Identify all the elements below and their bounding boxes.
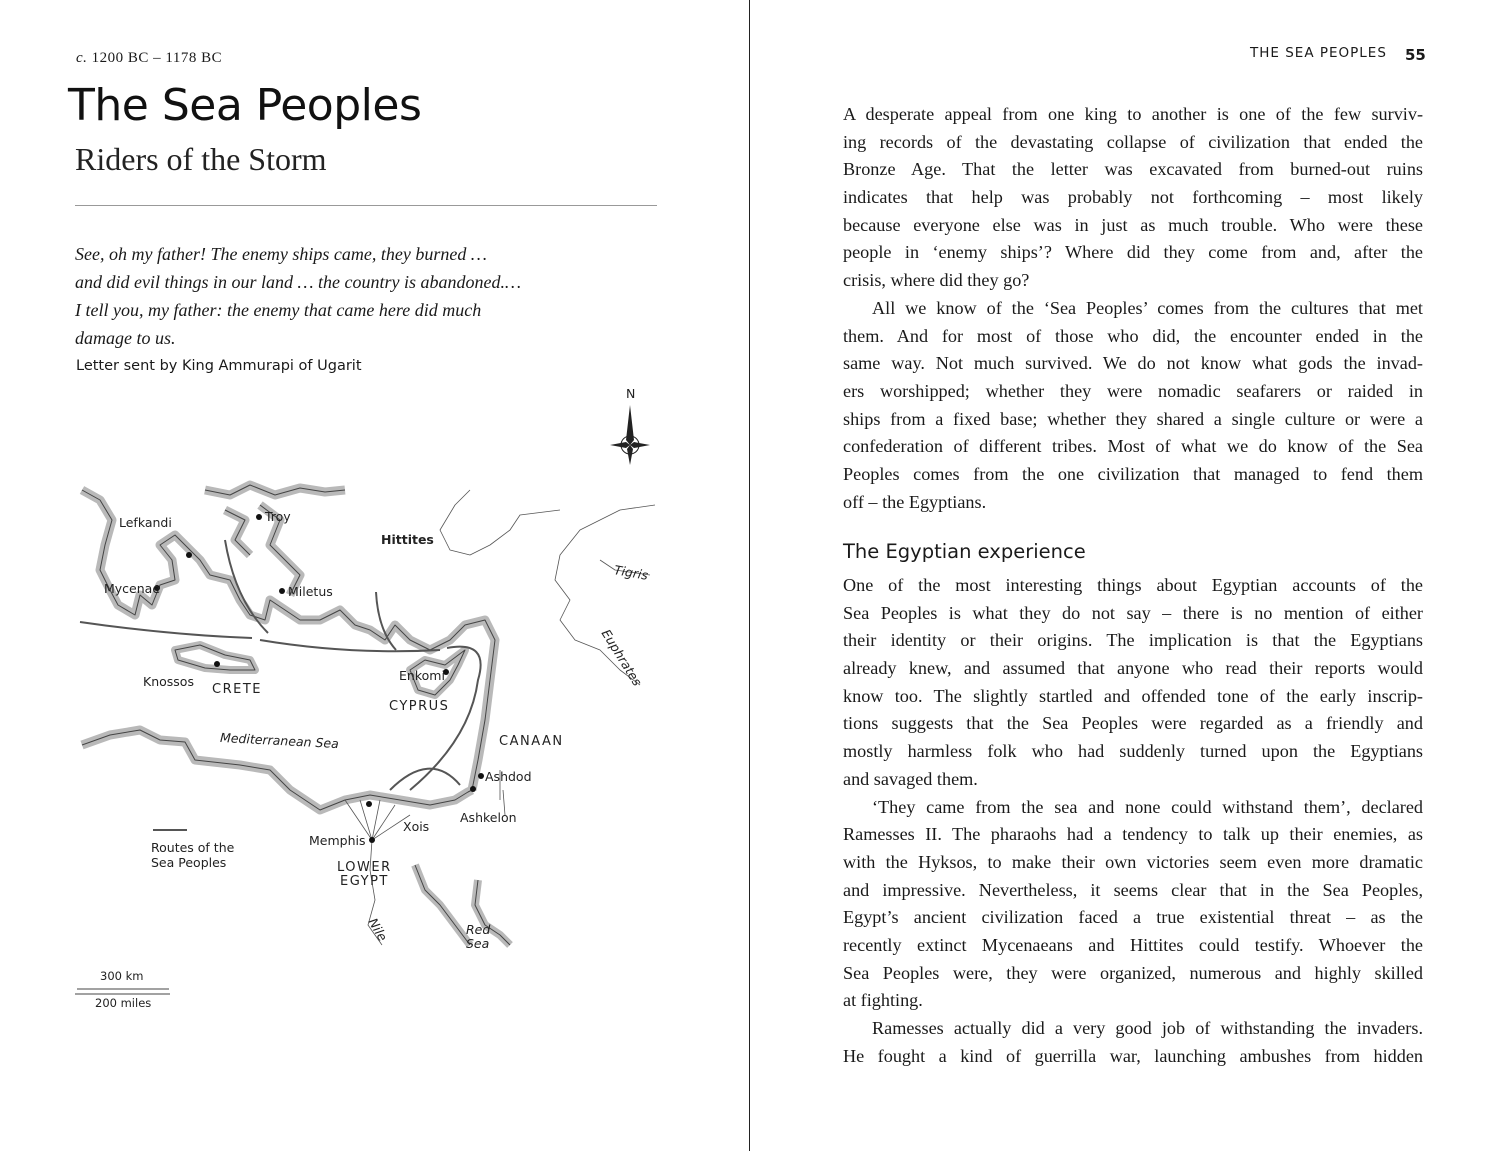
map-label-ashkelon: Ashkelon: [460, 810, 517, 825]
body-text-line: because everyone else was in just as much trouble. Who were these: [843, 214, 1423, 235]
map-label-miletus: Miletus: [288, 584, 333, 599]
scale-miles-label: 200 miles: [95, 996, 152, 1010]
body-text-line: Bronze Age. That the letter was excavated from burned-out ruins: [843, 159, 1423, 180]
epigraph-line: I tell you, my father: the enemy that came here did much: [75, 300, 482, 320]
body-text-line: mostly harmless folk who had suddenly turned upon the Egyptians: [843, 741, 1423, 762]
body-text-line: their identity or their origins. The implication is that the Egyptians: [843, 630, 1423, 651]
body-text-line: Sea Peoples is what they do not say – there is no mention of either: [843, 602, 1423, 623]
compass-north-label: N: [626, 386, 636, 401]
body-text-line: same way. Not much survived. We do not know what gods the invad-: [843, 353, 1423, 374]
route-arrow: [80, 622, 252, 638]
body-text-line: All we know of the ‘Sea Peoples’ comes from the cultures that met: [872, 297, 1423, 318]
running-head: THE SEA PEOPLES: [1250, 45, 1387, 61]
body-text-line: tions suggests that the Sea Peoples were regarded as a friendly and: [843, 713, 1423, 734]
body-text-after: [843, 572, 1423, 1070]
map-label-hittites: Hittites: [381, 532, 434, 547]
map-label-canaan: CANAAN: [499, 734, 564, 749]
map-label-xois: Xois: [403, 819, 430, 834]
body-text-line: Egypt’s ancient civilization faced a true existential threat – as the: [843, 907, 1423, 928]
map-label-crete: CRETE: [212, 682, 262, 697]
map-label-knossos: Knossos: [143, 674, 194, 689]
map-label-mediterranean-sea: Mediterranean Sea: [219, 729, 340, 752]
route-arrow: [390, 769, 460, 790]
body-text-line: crisis, where did they go?: [843, 270, 1030, 291]
epigraph-line: damage to us.: [75, 328, 176, 348]
map-label-egypt: EGYPT: [340, 874, 389, 889]
body-text-before: [843, 101, 1423, 516]
body-text-line: A desperate appeal from one king to another is one of the few surviv-: [843, 104, 1423, 124]
map-label-cyprus: CYPRUS: [389, 699, 450, 714]
body-text-line: with the Hyksos, to make their own victories seem even more dramatic: [843, 851, 1423, 872]
body-text-line: Ramesses actually did a very good job of withstanding the invaders.: [872, 1018, 1423, 1038]
compass-rose-icon: [610, 405, 650, 465]
body-text-line: and savaged them.: [843, 768, 978, 789]
body-text-line: and impressive. Nevertheless, it seems clear that in the Sea Peoples,: [843, 879, 1423, 900]
body-text-line: Ramesses II. The pharaohs had a tendency to talk up their enemies, as: [843, 824, 1423, 845]
body-text-line: know too. The slightly startled and offended tone of the early inscrip-: [843, 685, 1423, 706]
body-text-line: recently extinct Mycenaeans and Hittites could testify. Whoever the: [843, 934, 1423, 955]
body-text-line: One of the most interesting things about Egyptian accounts of the: [843, 575, 1423, 595]
body-text-line: confederation of different tribes. Most of what we do know of the Sea: [843, 436, 1423, 457]
map-label-lower: LOWER: [337, 860, 392, 875]
date-prefix: c.: [76, 50, 88, 66]
map-label-troy: Troy: [265, 509, 291, 524]
body-text-line: Peoples comes from the one civilization that managed to fend them: [843, 463, 1423, 484]
epigraph-line: and did evil things in our land … the country is abandoned.…: [75, 272, 521, 292]
epigraph-line: See, oh my father! The enemy ships came, they burned …: [75, 244, 487, 264]
map-label-lefkandi: Lefkandi: [119, 515, 172, 530]
map-label-enkomi: Enkomi: [399, 668, 445, 683]
map-label-mycenae: Mycenae: [104, 581, 161, 596]
date-text: 1200 BC – 1178 BC: [91, 50, 223, 66]
chapter-title: The Sea Peoples: [68, 80, 422, 131]
body-text-line: ing records of the devastating collapse of civilization that ended the: [843, 131, 1423, 152]
epigraph-attribution: Letter sent by King Ammurapi of Ugarit: [76, 358, 362, 374]
legend-label-line2: Sea Peoples: [151, 855, 227, 870]
body-text-line: indicates that help was probably not forthcoming – most likely: [843, 187, 1423, 208]
body-text-line: ‘They came from the sea and none could withstand them’, declared: [872, 796, 1423, 817]
body-text-line: people in ‘enemy ships’? Where did they come from and, after the: [843, 242, 1423, 263]
body-text-line: already knew, and assumed that anyone who read their reports would: [843, 658, 1423, 679]
chapter-subtitle: Riders of the Storm: [75, 141, 327, 177]
legend-label-line1: Routes of the: [151, 840, 235, 855]
body-text-line: ers worshipped; whether they were nomadic seafarers or raided in: [843, 380, 1423, 401]
body-text-line: ships from a fixed base; whether they shared a single culture or were a: [843, 408, 1423, 429]
body-text-line: He fought a kind of guerrilla war, launching ambushes from hidden: [843, 1045, 1423, 1066]
map-label-sea: Sea: [466, 936, 490, 951]
section-heading: The Egyptian experience: [843, 540, 1086, 563]
scale-bar: [75, 989, 170, 994]
page-number: 55: [1405, 46, 1426, 64]
body-text-line: them. And for most of those who did, the encounter ended in the: [843, 325, 1423, 346]
map-label-ashdod: Ashdod: [485, 769, 532, 784]
body-text-line: Sea Peoples were, they were organized, numerous and highly skilled: [843, 962, 1423, 983]
map-label-nile: Nile: [365, 915, 391, 944]
map-label-memphis: Memphis: [309, 833, 366, 848]
map-label-red: Red: [466, 922, 491, 937]
body-text-line: at fighting.: [843, 990, 923, 1011]
body-text-line: off – the Egyptians.: [843, 491, 987, 512]
scale-km-label: 300 km: [100, 969, 144, 983]
map-label-tigris: Tigris: [612, 562, 650, 583]
map-label-euphrates: Euphrates: [598, 626, 646, 689]
